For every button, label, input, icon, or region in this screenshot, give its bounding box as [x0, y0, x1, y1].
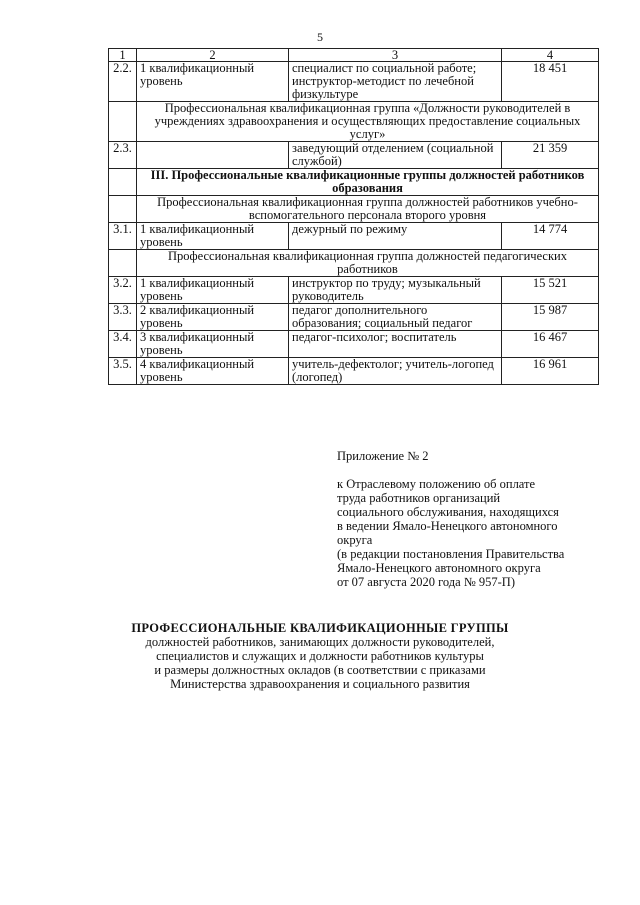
appendix-line: округа: [337, 533, 373, 547]
table-row: [109, 304, 599, 331]
table-row: [109, 277, 599, 304]
salary-value: 16 467: [502, 331, 599, 358]
table-row: [109, 62, 599, 102]
table-row: [109, 223, 599, 250]
document-title: [0, 621, 640, 691]
group-row: [109, 250, 599, 277]
group-row: [109, 102, 599, 142]
salary-value: 18 451: [502, 62, 599, 102]
salary-value: 16 961: [502, 358, 599, 385]
document-subtitle-line: и размеры должностных окладов (в соответствии с приказами: [154, 663, 486, 677]
position-name: учитель-дефектолог; учитель-логопед (логопед): [289, 358, 502, 385]
appendix-line: социального обслуживания, находящихся: [337, 505, 559, 519]
appendix-title: Приложение № 2: [337, 449, 429, 463]
qualification-level: 4 квалификационный уровень: [137, 358, 289, 385]
position-name: заведующий отделением (социальной службой): [289, 142, 502, 169]
section-title: III. Профессиональные квалификационные группы должностей работников образования: [137, 169, 599, 196]
appendix-line: труда работников организаций: [337, 491, 501, 505]
row-number: 2.2.: [109, 62, 137, 102]
group-title: Профессиональная квалификационная группа должностей педагогических работников: [137, 250, 599, 277]
group-title: Профессиональная квалификационная группа «Должности руководителей в учреждениях здравоохранения и осуществляющих предоставление социальных услуг»: [137, 102, 599, 142]
empty-cell: [109, 102, 137, 142]
appendix-line: Ямало-Ненецкого автономного округа: [337, 561, 541, 575]
qualification-level: 3 квалификационный уровень: [137, 331, 289, 358]
header-cell: 4: [502, 49, 599, 62]
row-number: 2.3.: [109, 142, 137, 169]
row-number: 3.4.: [109, 331, 137, 358]
group-row: [109, 196, 599, 223]
empty-cell: [109, 250, 137, 277]
salary-value: 15 521: [502, 277, 599, 304]
appendix-line: (в редакции постановления Правительства: [337, 547, 565, 561]
appendix-line: от 07 августа 2020 года № 957-П): [337, 575, 515, 589]
qualification-level: [137, 142, 289, 169]
position-name: педагог-психолог; воспитатель: [289, 331, 502, 358]
header-cell: 1: [109, 49, 137, 62]
appendix-block: [337, 449, 607, 589]
row-number: 3.5.: [109, 358, 137, 385]
row-number: 3.3.: [109, 304, 137, 331]
document-subtitle-line: специалистов и служащих и должности работников культуры: [156, 649, 484, 663]
table-row: [109, 358, 599, 385]
row-number: 3.1.: [109, 223, 137, 250]
empty-cell: [109, 196, 137, 223]
document-heading: ПРОФЕССИОНАЛЬНЫЕ КВАЛИФИКАЦИОННЫЕ ГРУППЫ: [131, 621, 509, 635]
appendix-line: в ведении Ямало-Ненецкого автономного: [337, 519, 558, 533]
qualification-level: 1 квалификационный уровень: [137, 277, 289, 304]
empty-cell: [109, 169, 137, 196]
salary-value: 15 987: [502, 304, 599, 331]
document-subtitle-line: должностей работников, занимающих должности руководителей,: [145, 635, 495, 649]
appendix-line: к Отраслевому положению об оплате: [337, 477, 536, 491]
header-cell: 2: [137, 49, 289, 62]
qualification-level: 1 квалификационный уровень: [137, 223, 289, 250]
salary-table: [108, 48, 599, 385]
qualification-level: 1 квалификационный уровень: [137, 62, 289, 102]
salary-value: 14 774: [502, 223, 599, 250]
header-cell: 3: [289, 49, 502, 62]
appendix-reference: [337, 477, 607, 589]
page-number: 5: [317, 30, 323, 44]
group-title: Профессиональная квалификационная группа должностей работников учебно-вспомогательного персонала второго уровня: [137, 196, 599, 223]
document-subtitle-line: Министерства здравоохранения и социального развития: [170, 677, 470, 691]
row-number: 3.2.: [109, 277, 137, 304]
salary-value: 21 359: [502, 142, 599, 169]
table-header-row: [109, 49, 599, 62]
section-row: [109, 169, 599, 196]
table-row: [109, 331, 599, 358]
position-name: инструктор по труду; музыкальный руководитель: [289, 277, 502, 304]
position-name: дежурный по режиму: [289, 223, 502, 250]
table-row: [109, 142, 599, 169]
qualification-level: 2 квалификационный уровень: [137, 304, 289, 331]
position-name: педагог дополнительного образования; социальный педагог: [289, 304, 502, 331]
position-name: специалист по социальной работе; инструктор-методист по лечебной физкультуре: [289, 62, 502, 102]
